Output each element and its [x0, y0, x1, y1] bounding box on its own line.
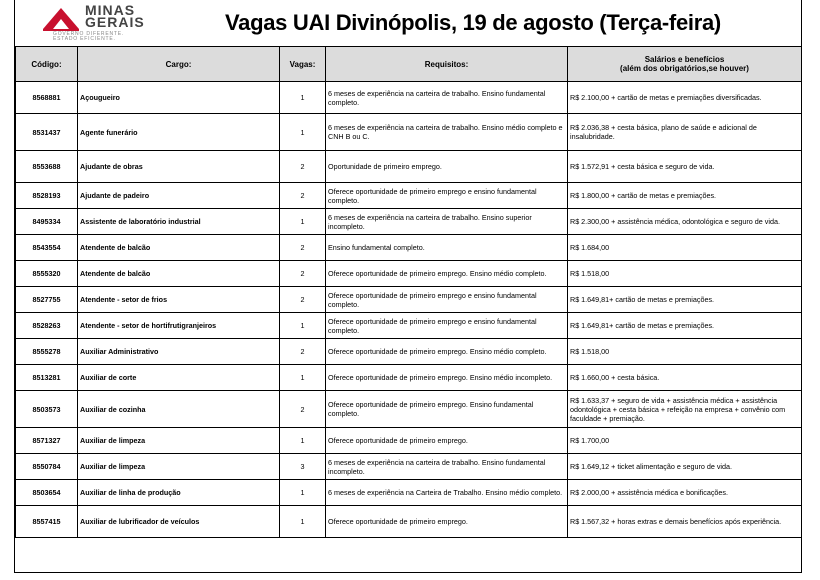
table-row — [16, 235, 802, 261]
table-row — [16, 391, 802, 428]
cell-codigo: 8513281 — [16, 365, 78, 391]
cell-salario: R$ 2.036,38 + cesta básica, plano de saúde e adicional de insalubridade. — [568, 114, 802, 151]
cell-cargo: Assistente de laboratório industrial — [78, 209, 280, 235]
cell-codigo: 8503654 — [16, 480, 78, 506]
cell-cargo: Auxiliar de limpeza — [78, 454, 280, 480]
cell-requisitos: Oferece oportunidade de primeiro emprego. — [326, 428, 568, 454]
header-salarios-line1: Salários e benefícios — [644, 55, 725, 64]
cell-requisitos: Oferece oportunidade de primeiro emprego e ensino fundamental completo. — [326, 183, 568, 209]
cell-salario: R$ 1.700,00 — [568, 428, 802, 454]
job-listing-sheet — [14, 0, 802, 573]
logo-tag2: ESTADO EFICIENTE. — [53, 36, 116, 42]
table-row — [16, 480, 802, 506]
table-row — [16, 506, 802, 538]
cell-salario: R$ 1.633,37 + seguro de vida + assistência médica + assistência odontológica + cesta básica + refeição na empresa + convênio com faculdade + premiação. — [568, 391, 802, 428]
cell-salario: R$ 1.684,00 — [568, 235, 802, 261]
cell-vagas: 1 — [280, 365, 326, 391]
cell-requisitos: Oferece oportunidade de primeiro emprego. Ensino médio completo. — [326, 339, 568, 365]
page-title: Vagas UAI Divinópolis, 19 de agosto (Terça-feira) — [225, 10, 721, 35]
cell-requisitos: Oferece oportunidade de primeiro emprego. Ensino médio incompleto. — [326, 365, 568, 391]
logo-line2: GERAIS — [85, 14, 145, 30]
cell-salario: R$ 1.800,00 + cartão de metas e premiações. — [568, 183, 802, 209]
cell-vagas: 1 — [280, 209, 326, 235]
cell-vagas: 1 — [280, 480, 326, 506]
cell-codigo: 8571327 — [16, 428, 78, 454]
cell-requisitos: Oferece oportunidade de primeiro emprego e ensino fundamental completo. — [326, 287, 568, 313]
cell-requisitos: Oferece oportunidade de primeiro emprego. — [326, 506, 568, 538]
cell-salario: R$ 1.649,81+ cartão de metas e premiações. — [568, 287, 802, 313]
cell-requisitos: 6 meses de experiência na carteira de trabalho. Ensino fundamental incompleto. — [326, 454, 568, 480]
cell-codigo: 8528263 — [16, 313, 78, 339]
cell-codigo: 8528193 — [16, 183, 78, 209]
cell-vagas: 1 — [280, 313, 326, 339]
header-requisitos: Requisitos: — [326, 47, 568, 82]
cell-cargo: Auxiliar de linha de produção — [78, 480, 280, 506]
logo-tagline — [53, 32, 124, 42]
cell-vagas: 2 — [280, 261, 326, 287]
logo-line1: MINAS — [85, 2, 136, 18]
cell-vagas: 2 — [280, 183, 326, 209]
header-salarios — [568, 47, 802, 82]
cell-salario: R$ 2.300,00 + assistência médica, odontológica e seguro de vida. — [568, 209, 802, 235]
cell-salario: R$ 1.660,00 + cesta básica. — [568, 365, 802, 391]
cell-vagas: 1 — [280, 82, 326, 114]
header — [15, 0, 801, 46]
cell-cargo: Ajudante de obras — [78, 151, 280, 183]
table-row — [16, 183, 802, 209]
table-row — [16, 365, 802, 391]
cell-requisitos: 6 meses de experiência na carteira de trabalho. Ensino superior incompleto. — [326, 209, 568, 235]
logo-wordmark — [85, 4, 145, 28]
cell-salario: R$ 1.518,00 — [568, 261, 802, 287]
cell-cargo: Açougueiro — [78, 82, 280, 114]
cell-cargo: Auxiliar de limpeza — [78, 428, 280, 454]
cell-vagas: 2 — [280, 287, 326, 313]
cell-salario: R$ 2.000,00 + assistência médica e bonificações. — [568, 480, 802, 506]
table-row — [16, 209, 802, 235]
cell-cargo: Auxiliar de corte — [78, 365, 280, 391]
cell-cargo: Atendente - setor de frios — [78, 287, 280, 313]
table-row — [16, 82, 802, 114]
cell-cargo: Ajudante de padeiro — [78, 183, 280, 209]
header-vagas: Vagas: — [280, 47, 326, 82]
cell-vagas: 2 — [280, 235, 326, 261]
cell-salario: R$ 1.567,32 + horas extras e demais benefícios após experiência. — [568, 506, 802, 538]
cell-codigo: 8555320 — [16, 261, 78, 287]
cell-cargo: Atendente de balcão — [78, 261, 280, 287]
cell-requisitos: Oferece oportunidade de primeiro emprego. Ensino fundamental completo. — [326, 391, 568, 428]
table-row — [16, 313, 802, 339]
table-header-row — [16, 47, 802, 82]
cell-vagas: 2 — [280, 339, 326, 365]
table-row — [16, 454, 802, 480]
cell-vagas: 1 — [280, 506, 326, 538]
cell-cargo: Auxiliar Administrativo — [78, 339, 280, 365]
jobs-table — [15, 46, 802, 538]
cell-requisitos: 6 meses de experiência na carteira de trabalho. Ensino fundamental completo. — [326, 82, 568, 114]
cell-vagas: 2 — [280, 151, 326, 183]
cell-cargo: Auxiliar de lubrificador de veículos — [78, 506, 280, 538]
cell-salario: R$ 1.649,12 + ticket alimentação e seguro de vida. — [568, 454, 802, 480]
cell-codigo: 8495334 — [16, 209, 78, 235]
cell-salario: R$ 1.649,81+ cartão de metas e premiações. — [568, 313, 802, 339]
cell-salario: R$ 1.572,91 + cesta básica e seguro de vida. — [568, 151, 802, 183]
header-salarios-line2: (além dos obrigatórios,se houver) — [620, 64, 749, 73]
cell-codigo: 8543554 — [16, 235, 78, 261]
cell-requisitos: Oportunidade de primeiro emprego. — [326, 151, 568, 183]
cell-vagas: 3 — [280, 454, 326, 480]
cell-codigo: 8557415 — [16, 506, 78, 538]
cell-vagas: 2 — [280, 391, 326, 428]
cell-requisitos: Oferece oportunidade de primeiro emprego. Ensino médio completo. — [326, 261, 568, 287]
table-row — [16, 428, 802, 454]
cell-codigo: 8553688 — [16, 151, 78, 183]
cell-cargo: Atendente de balcão — [78, 235, 280, 261]
cell-codigo: 8503573 — [16, 391, 78, 428]
cell-codigo: 8550784 — [16, 454, 78, 480]
cell-cargo: Agente funerário — [78, 114, 280, 151]
cell-salario: R$ 2.100,00 + cartão de metas e premiações diversificadas. — [568, 82, 802, 114]
cell-codigo: 8527755 — [16, 287, 78, 313]
cell-codigo: 8555278 — [16, 339, 78, 365]
logo-tag1: GOVERNO DIFERENTE. — [53, 31, 125, 37]
table-row — [16, 339, 802, 365]
triangle-logo-icon — [41, 5, 81, 31]
cell-salario: R$ 1.518,00 — [568, 339, 802, 365]
table-row — [16, 261, 802, 287]
table-row — [16, 287, 802, 313]
minas-gerais-logo — [41, 2, 181, 42]
cell-requisitos: Ensino fundamental completo. — [326, 235, 568, 261]
cell-requisitos: 6 meses de experiência na carteira de trabalho. Ensino médio completo e CNH B ou C. — [326, 114, 568, 151]
cell-vagas: 1 — [280, 428, 326, 454]
table-row — [16, 151, 802, 183]
cell-codigo: 8568881 — [16, 82, 78, 114]
cell-requisitos: Oferece oportunidade de primeiro emprego e ensino fundamental completo. — [326, 313, 568, 339]
cell-cargo: Atendente - setor de hortifrutigranjeiros — [78, 313, 280, 339]
cell-vagas: 1 — [280, 114, 326, 151]
cell-requisitos: 6 meses de experiência na Carteira de Trabalho. Ensino médio completo. — [326, 480, 568, 506]
table-row — [16, 114, 802, 151]
header-codigo: Código: — [16, 47, 78, 82]
cell-cargo: Auxiliar de cozinha — [78, 391, 280, 428]
cell-codigo: 8531437 — [16, 114, 78, 151]
header-cargo: Cargo: — [78, 47, 280, 82]
